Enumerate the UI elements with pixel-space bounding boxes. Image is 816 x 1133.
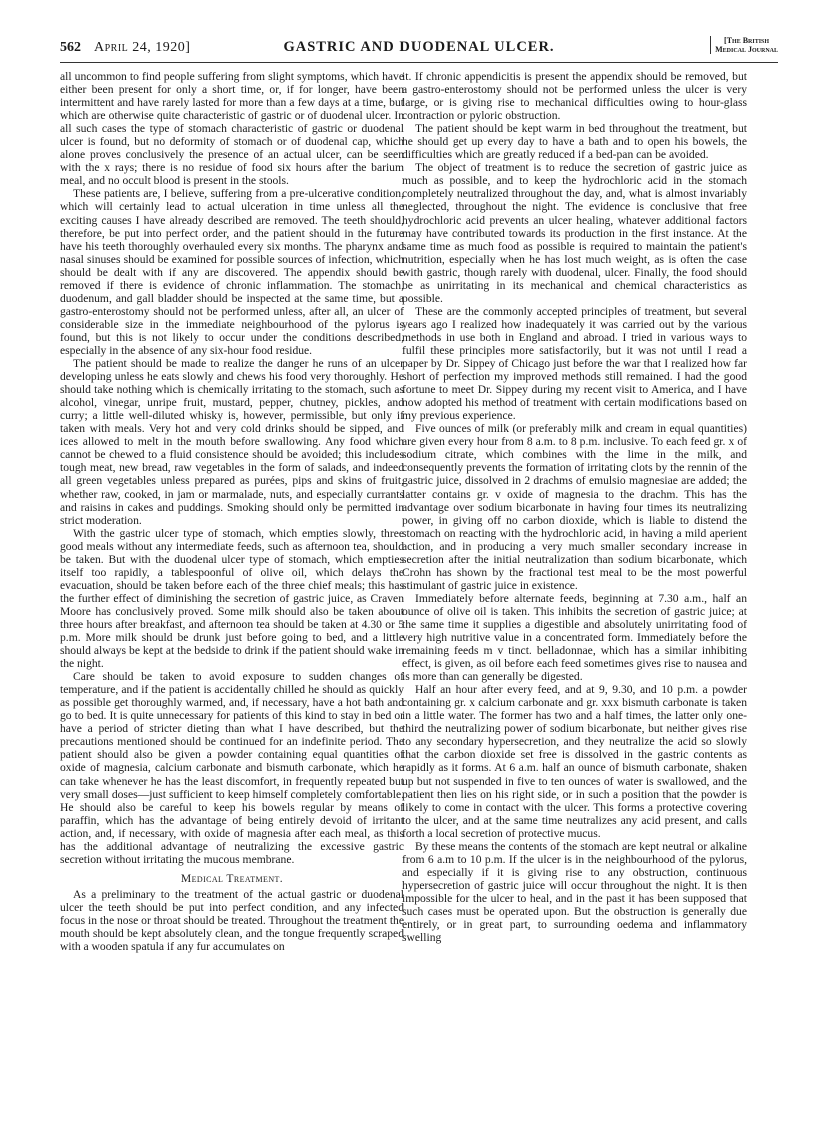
paragraph: With the gastric ulcer type of stomach, which empties slowly, three good meals without any intermediate feeds, such as afternoon tea, should be taken. But with the duodenal ulcer type of stomach, which empties itself too rapidly, a tablespoonful of olive oil, which delays the evacuation, should be taken before each of the three chief meals; this has the further effect of diminishing the secretion of gastric juice, as Craven Moore has conclusively proved. Some milk should also be taken about three hours after breakfast, and afternoon tea should be taken at 4.30 or 5 p.m. More milk should be drunk just before going to bed, and a little should always be kept at the bedside to drink if the patient should wake in the night. (60, 526, 404, 671)
paragraph: Care should be taken to avoid exposure to sudden changes of temperature, and if the patient is accidentally chilled he should as quickly as possible get thoroughly warmed, and, if necessary, have a hot bath and go to bed. It is quite unnecessary for patients of this kind to stay in bed or have a period of stricter dieting than what I have described, but the precautions mentioned should be continued for an indefinite period. The patient should also be given a powder containing equal quantities of oxide of magnesia, calcium carbonate and bismuth carbonate, which he can take whenever he has the least discomfort, in frequently repeated but very small doses—just sufficient to keep himself completely comfortable. He should also be careful to keep his bowels regular by means of paraffin, which has the advantage of being entirely devoid of irritant action, and, if necessary, with oxide of magnesia after each meal, as this has the additional advantage of neutralizing the excessive gastric secretion without irritating the mucous membrane. (60, 670, 404, 866)
running-header (60, 36, 778, 63)
paragraph: Immediately before alternate feeds, beginning at 7.30 a.m., half an ounce of olive oil is taken. This inhibits the secretion of gastric juice; at the same time it supplies a digestible and absolutely unirritating food of very high nutritive value in a concentrated form. Immediately before the remaining feeds m v tinct. belladonnae, which has a similar inhibiting effect, is given, as oil before each feed sometimes gives rise to nausea and is more than can generally be digested. (402, 591, 747, 684)
paragraph: The patient should be kept warm in bed throughout the treatment, but he should get up every day to have a bath and to open his bowels, the difficulties which are greatly reduced if a bed-pan can be avoided. (402, 122, 747, 162)
paragraph: all uncommon to find people suffering from slight symptoms, which have either been present for only a short time, or, if for longer, have been intermittent and have rarely lasted for more than a few days at a time, but which are otherwise quite characteristic of gastric or of duodenal ulcer. In all such cases the type of stomach characteristic of gastric or duodenal ulcer is found, but no deformity of stomach or of duodenal cap, which alone proves conclusively the presence of an actual ulcer, can be seen with the x rays; there is no residue of food six hours after the barium meal, and no occult blood is present in the stools. (60, 70, 404, 188)
journal-name (710, 36, 778, 54)
paragraph: The patient should be made to realize the danger he runs of an ulcer developing unless he eats slowly and chews his food very thoroughly. He should take nothing which is chemically irritating to the stomach, such as alcohol, vinegar, unripe fruit, mustard, pepper, chutney, pickles, and curry; a little well-diluted whisky is, however, permissible, but only if taken with meals. Very hot and very cold drinks should be sipped, and ices allowed to melt in the mouth before swallowing. Any food which cannot be chewed to a fluid consistence should be avoided; this includes tough meat, new bread, raw vegetables in the form of salads, and indeed all green vegetables unless prepared as purées, pips and skins of fruit, whether raw, cooked, in jam or marmalade, nuts, and especially currants and raisins in cakes and puddings. Smoking should only be permitted in strict moderation. (60, 357, 404, 527)
left-column (60, 70, 404, 953)
paragraph: Five ounces of milk (or preferably milk and cream in equal quantities) are given every hour from 8 a.m. to 8 p.m. inclusive. To each feed gr. x of sodium citrate, which combines with the lime in the milk, and consequently prevents the formation of irritating clots by the rennin of the gastric juice, dissolved in 2 drachms of emulsio magnesiae are added; the latter contains gr. v oxide of magnesia to the drachm. This has the advantage over sodium bicarbonate in having four times its neutralizing power, in giving off no carbon dioxide, which is liable to distend the stomach on reacting with the hydrochloric acid, in having a mild aperient action, and in producing a very much smaller secondary increase in secretion after the initial neutralization than sodium bicarbonate, which Crohn has shown by the fractional test meal to be the most powerful stimulant of gastric juice in existence. (402, 422, 747, 592)
paragraph: it. If chronic appendicitis is present the appendix should be removed, but a gastro-enterostomy should not be performed unless the ulcer is very large, or is giving rise to mechanical difficulties owing to hour-glass contraction or pyloric obstruction. (402, 70, 747, 123)
page-number: 562 (60, 40, 81, 55)
section-heading: Medical Treatment. (180, 871, 284, 885)
paragraph: As a preliminary to the treatment of the actual gastric or duodenal ulcer the teeth should be put into perfect condition, and any infected focus in the nose or throat should be treated. Throughout the treatment the mouth should be kept absolutely clean, and the tongue frequently scraped with a wooden spatula if any fur accumulates on (60, 887, 404, 954)
journal-line-2: Medical Journal (715, 45, 778, 54)
running-title: GASTRIC AND DUODENAL ULCER. (283, 39, 555, 55)
paragraph: Half an hour after every feed, and at 9, 9.30, and 10 p.m. a powder containing gr. x calcium carbonate and gr. xxx bismuth carbonate is taken in a little water. The former has two and a half times, the latter only one-third the neutralizing power of sodium bicarbonate, but neither gives rise to any secondary hypersecretion, and they neutralize the acid so slowly that the carbon dioxide set free is dissolved in the gastric contents as rapidly as it forms. At 6 a.m. half an ounce of bismuth carbonate, shaken up but not suspended in five to ten ounces of water is swallowed, and the patient then lies on his right side, or in such a position that the powder is likely to come in contact with the ulcer. This forms a protective covering to the ulcer, and at the same time neutralizes any acid present, and calls forth a local secretion of protective mucus. (402, 683, 747, 840)
paragraph: These patients are, I believe, suffering from a pre-ulcerative condition, which will certainly lead to actual ulceration in time unless all the exciting causes I have already described are removed. The teeth should, therefore, be put into perfect order, and the patient should in the future have his teeth thoroughly overhauled every six months. The pharynx and nasal sinuses should be examined for possible sources of infection, which should be dealt with if any are discovered. The appendix should be removed if there is evidence of chronic inflammation. The stomach, duodenum, and gall bladder should be inspected at the same time, but a gastro-enterostomy should not be performed unless, after all, an ulcer of considerable size in the immediate neighbourhood of the pylorus is found, but this is not likely to occur under the conditions described, especially in the absence of any six-hour food residue. (60, 187, 404, 357)
issue-date: April 24, 1920] (94, 40, 191, 55)
paragraph: By these means the contents of the stomach are kept neutral or alkaline from 6 a.m to 10 p.m. If the ulcer is in the neighbourhood of the pylorus, and especially if it is giving rise to any obstruction, continuous hypersecretion of gastric juice will occur throughout the night. It is then impossible for the ulcer to heal, and in the past it has been supposed that such cases must be operated upon. But the obstruction is generally due entirely, or in great part, to surrounding oedema and inflammatory swelling (402, 839, 747, 945)
right-column (402, 70, 747, 944)
journal-line-1: [The British (724, 36, 770, 45)
paragraph: These are the commonly accepted principles of treatment, but several years ago I realized how inadequately it was carried out by the various methods in use both in England and abroad. I tried in various ways to fulfil these principles more satisfactorily, but it was not until I read a paper by Dr. Sippey of Chicago just before the war that I realized how far short of perfection my improved methods still remained. I had the good fortune to meet Dr. Sippey during my recent visit to America, and I have now adopted his method of treatment with certain modifications based on my previous experience. (402, 304, 747, 423)
paragraph: The object of treatment is to reduce the secretion of gastric juice as much as possible, and to keep the hydrochloric acid in the stomach completely neutralized throughout the day, and, what is almost invariably neglected, throughout the night. The evidence is conclusive that free hydrochloric acid prevents an ulcer healing, whatever additional factors may have contributed towards its production in the first instance. At the same time as much food as possible is required to maintain the patient's nutrition, especially when he has lost much weight, as is often the case with gastric, though rarely with duodenal, ulcer. Finally, the food should be as unirritating in its mechanical and chemical characteristics as possible. (402, 161, 747, 305)
